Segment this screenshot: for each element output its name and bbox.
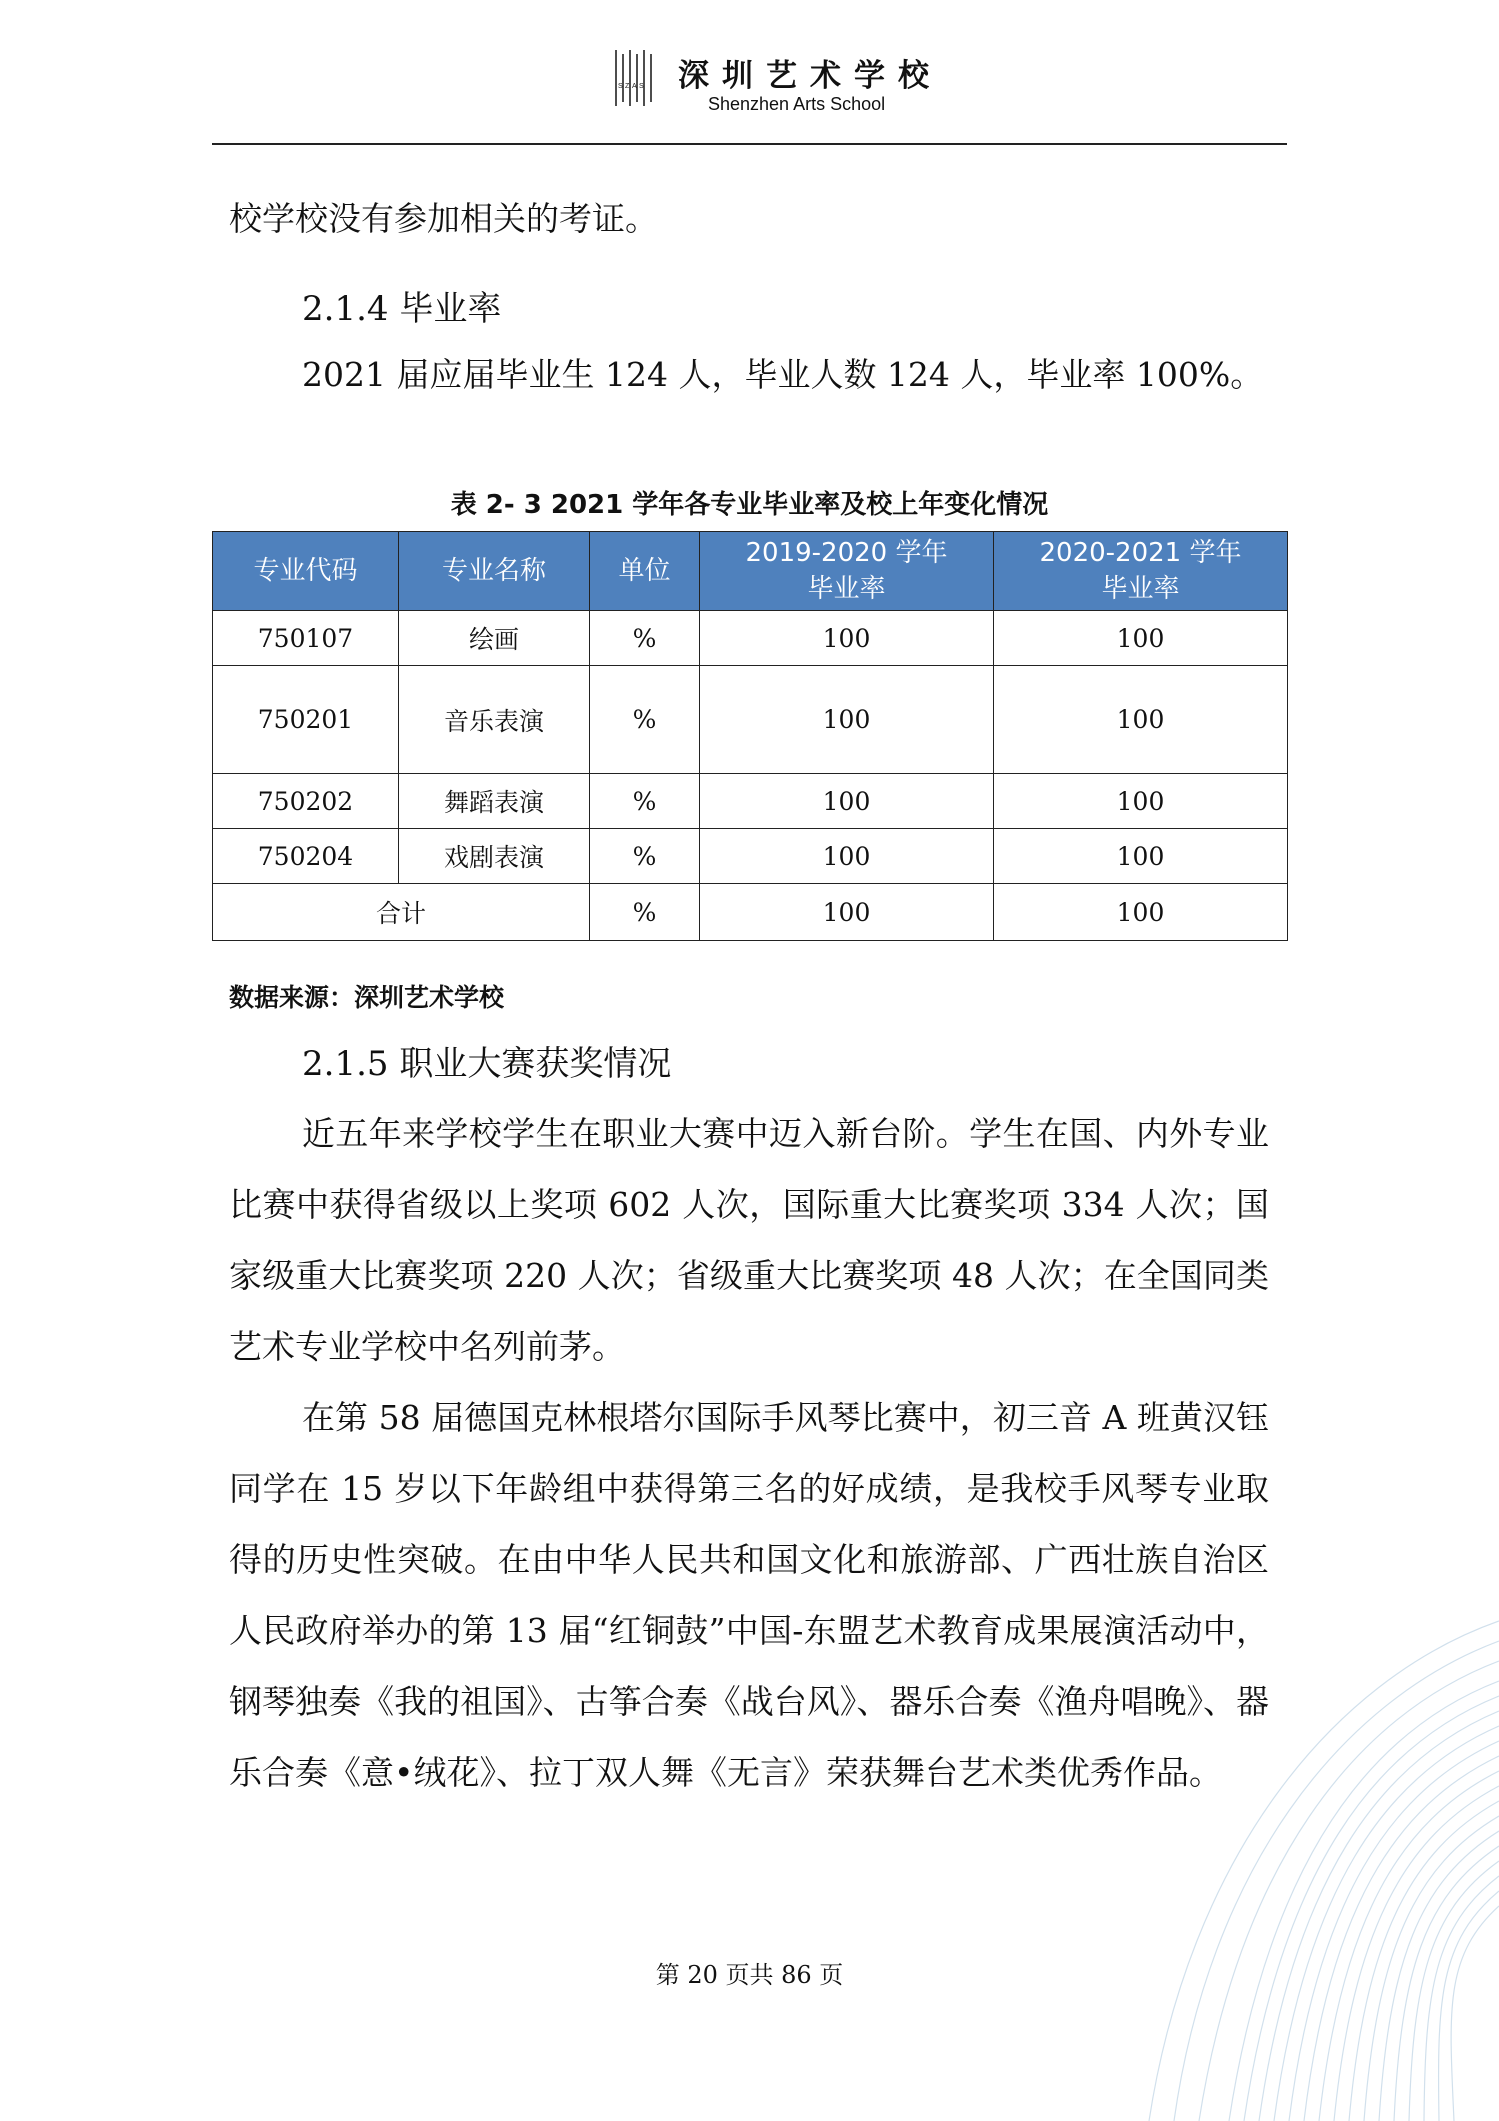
cell-code: 750202 (213, 774, 399, 829)
data-source-note: 数据来源：深圳艺术学校 (229, 983, 505, 1012)
table-row (213, 774, 1288, 829)
cell-2019-2020: 100 (700, 666, 994, 774)
cell-unit: % (590, 611, 700, 666)
graduation-rate-table (212, 531, 1288, 941)
page-header (0, 0, 1499, 146)
cell-2020-2021: 100 (994, 884, 1288, 941)
awards-paragraph: 近五年来学校学生在职业大赛中迈入新台阶。学生在国、内外专业比赛中获得省级以上奖项 602 人次，国际重大比赛奖项 334 人次；国家级重大比赛奖项 220 人次；省级重大比赛奖项 48 人次；在全国同类艺术专业学校中名列前茅。 (229, 1114, 1269, 1366)
cell-name: 舞蹈表演 (399, 774, 590, 829)
table-total-row (213, 884, 1288, 941)
cell-2019-2020: 100 (700, 829, 994, 884)
table-caption: 表 2- 3 2021 学年各专业毕业率及校上年变化情况 (450, 490, 1049, 520)
cell-2019-2020: 100 (700, 884, 994, 941)
accordion-paragraph: 在第 58 届德国克林根塔尔国际手风琴比赛中，初三音 A 班黄汉钰同学在 15 岁以下年龄组中获得第三名的好成绩，是我校手风琴专业取得的历史性突破。在由中华人民共和国文化和旅游部、广西壮族自治区人民政府举办的第 13 届“红铜鼓”中国-东盟艺术教育成果展演活动中，钢琴独奏《我的祖国》、古筝合奏《战台风》、器乐合奏《渔舟唱晚》、器乐合奏《意•绒花》、拉丁双人舞《无言》荣获舞台艺术类优秀作品。 (229, 1398, 1269, 1792)
cell-2019-2020: 100 (700, 611, 994, 666)
decorative-lines-icon (1069, 1561, 1499, 2121)
svg-text:A: A (632, 83, 637, 90)
school-logo-icon (613, 48, 653, 108)
section-heading-2-1-4: 2.1.4 毕业率 (302, 289, 502, 329)
table-row (213, 611, 1288, 666)
cell-2020-2021: 100 (994, 774, 1288, 829)
graduation-paragraph: 2021 届应届毕业生 124 人，毕业人数 124 人，毕业率 100%。 (302, 355, 1264, 394)
cell-unit: % (590, 774, 700, 829)
continued-line: 校学校没有参加相关的考证。 (229, 199, 658, 238)
school-name-en: Shenzhen Arts School (708, 94, 886, 114)
table-header-row (213, 532, 1288, 611)
cell-name: 音乐表演 (399, 666, 590, 774)
school-name-cn: 深圳艺术学校 (678, 58, 942, 94)
col-header-2020-2021: 2020-2021 学年 毕业率 (994, 532, 1288, 611)
cell-total-label: 合计 (213, 884, 590, 941)
col-header-unit: 单位 (590, 532, 700, 611)
cell-code: 750204 (213, 829, 399, 884)
col-header-2019-2020: 2019-2020 学年 毕业率 (700, 532, 994, 611)
header-divider (212, 143, 1287, 145)
col-header-code: 专业代码 (213, 532, 399, 611)
table-row (213, 666, 1288, 774)
page-number: 第 20 页共 86 页 (655, 1961, 844, 1989)
cell-code: 750107 (213, 611, 399, 666)
section-heading-2-1-5: 2.1.5 职业大赛获奖情况 (302, 1044, 672, 1084)
cell-name: 绘画 (399, 611, 590, 666)
cell-unit: % (590, 829, 700, 884)
cell-name: 戏剧表演 (399, 829, 590, 884)
svg-text:S: S (639, 83, 644, 90)
table-row (213, 829, 1288, 884)
cell-2020-2021: 100 (994, 829, 1288, 884)
cell-2020-2021: 100 (994, 666, 1288, 774)
cell-2019-2020: 100 (700, 774, 994, 829)
cell-2020-2021: 100 (994, 611, 1288, 666)
cell-unit: % (590, 884, 700, 941)
cell-code: 750201 (213, 666, 399, 774)
col-header-name: 专业名称 (399, 532, 590, 611)
svg-text:S: S (618, 83, 623, 90)
cell-unit: % (590, 666, 700, 774)
svg-text:Z: Z (625, 83, 630, 90)
